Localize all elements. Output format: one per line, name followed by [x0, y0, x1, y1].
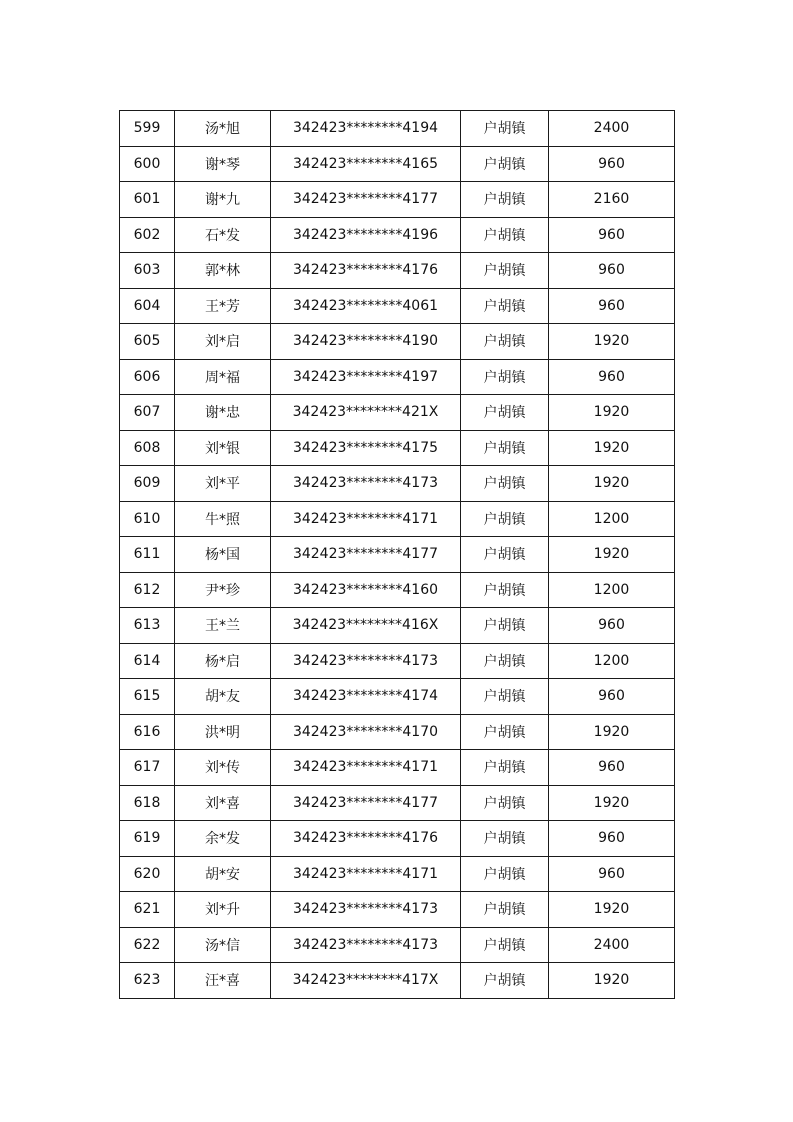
town-cell: 户胡镇	[461, 608, 549, 644]
person-name-cell: 王*芳	[175, 288, 271, 324]
row-number-cell: 606	[120, 359, 175, 395]
person-name-cell: 王*兰	[175, 608, 271, 644]
town-cell: 户胡镇	[461, 714, 549, 750]
person-name-cell: 刘*传	[175, 750, 271, 786]
amount-cell: 1920	[549, 785, 675, 821]
row-number-cell: 604	[120, 288, 175, 324]
person-name-cell: 胡*友	[175, 679, 271, 715]
town-cell: 户胡镇	[461, 182, 549, 218]
town-cell: 户胡镇	[461, 430, 549, 466]
row-number-cell: 615	[120, 679, 175, 715]
table-row	[120, 927, 675, 963]
town-cell: 户胡镇	[461, 111, 549, 147]
table-row	[120, 537, 675, 573]
id-number-cell: 342423********4197	[271, 359, 461, 395]
table-row	[120, 146, 675, 182]
town-cell: 户胡镇	[461, 963, 549, 999]
row-number-cell: 610	[120, 501, 175, 537]
table-row	[120, 324, 675, 360]
id-number-cell: 342423********4174	[271, 679, 461, 715]
id-number-cell: 342423********4160	[271, 572, 461, 608]
town-cell: 户胡镇	[461, 537, 549, 573]
amount-cell: 2400	[549, 111, 675, 147]
amount-cell: 960	[549, 253, 675, 289]
id-number-cell: 342423********4176	[271, 253, 461, 289]
id-number-cell: 342423********4177	[271, 537, 461, 573]
person-name-cell: 郭*林	[175, 253, 271, 289]
table-row	[120, 856, 675, 892]
id-number-cell: 342423********4171	[271, 501, 461, 537]
amount-cell: 960	[549, 217, 675, 253]
town-cell: 户胡镇	[461, 927, 549, 963]
town-cell: 户胡镇	[461, 288, 549, 324]
town-cell: 户胡镇	[461, 679, 549, 715]
table-row	[120, 430, 675, 466]
person-name-cell: 谢*九	[175, 182, 271, 218]
id-number-cell: 342423********4173	[271, 892, 461, 928]
person-name-cell: 余*发	[175, 821, 271, 857]
table-row	[120, 395, 675, 431]
row-number-cell: 609	[120, 466, 175, 502]
amount-cell: 960	[549, 608, 675, 644]
amount-cell: 1920	[549, 714, 675, 750]
amount-cell: 1920	[549, 963, 675, 999]
table-row	[120, 572, 675, 608]
row-number-cell: 614	[120, 643, 175, 679]
table-row	[120, 182, 675, 218]
table-row	[120, 963, 675, 999]
person-name-cell: 石*发	[175, 217, 271, 253]
person-name-cell: 刘*启	[175, 324, 271, 360]
table-row	[120, 785, 675, 821]
id-number-cell: 342423********4171	[271, 856, 461, 892]
table-row	[120, 750, 675, 786]
table-row	[120, 253, 675, 289]
table-row	[120, 466, 675, 502]
id-number-cell: 342423********4171	[271, 750, 461, 786]
amount-cell: 1920	[549, 430, 675, 466]
amount-cell: 1920	[549, 892, 675, 928]
person-name-cell: 周*福	[175, 359, 271, 395]
town-cell: 户胡镇	[461, 253, 549, 289]
person-name-cell: 汪*喜	[175, 963, 271, 999]
person-name-cell: 胡*安	[175, 856, 271, 892]
person-name-cell: 汤*信	[175, 927, 271, 963]
row-number-cell: 603	[120, 253, 175, 289]
table-row	[120, 714, 675, 750]
row-number-cell: 616	[120, 714, 175, 750]
id-number-cell: 342423********421X	[271, 395, 461, 431]
id-number-cell: 342423********4173	[271, 466, 461, 502]
row-number-cell: 605	[120, 324, 175, 360]
id-number-cell: 342423********4177	[271, 182, 461, 218]
person-name-cell: 刘*平	[175, 466, 271, 502]
town-cell: 户胡镇	[461, 821, 549, 857]
amount-cell: 1200	[549, 572, 675, 608]
town-cell: 户胡镇	[461, 466, 549, 502]
table-row	[120, 679, 675, 715]
row-number-cell: 613	[120, 608, 175, 644]
row-number-cell: 621	[120, 892, 175, 928]
id-number-cell: 342423********4190	[271, 324, 461, 360]
amount-cell: 960	[549, 146, 675, 182]
person-name-cell: 尹*珍	[175, 572, 271, 608]
table-row	[120, 608, 675, 644]
person-name-cell: 杨*启	[175, 643, 271, 679]
amount-cell: 2400	[549, 927, 675, 963]
row-number-cell: 608	[120, 430, 175, 466]
table-row	[120, 501, 675, 537]
person-name-cell: 牛*照	[175, 501, 271, 537]
amount-cell: 1920	[549, 324, 675, 360]
id-number-cell: 342423********4061	[271, 288, 461, 324]
row-number-cell: 607	[120, 395, 175, 431]
amount-cell: 960	[549, 750, 675, 786]
amount-cell: 1920	[549, 395, 675, 431]
table-row	[120, 359, 675, 395]
row-number-cell: 602	[120, 217, 175, 253]
row-number-cell: 600	[120, 146, 175, 182]
town-cell: 户胡镇	[461, 395, 549, 431]
id-number-cell: 342423********4175	[271, 430, 461, 466]
amount-cell: 1200	[549, 501, 675, 537]
amount-cell: 2160	[549, 182, 675, 218]
id-number-cell: 342423********4194	[271, 111, 461, 147]
row-number-cell: 611	[120, 537, 175, 573]
table-row	[120, 217, 675, 253]
row-number-cell: 618	[120, 785, 175, 821]
town-cell: 户胡镇	[461, 643, 549, 679]
table-row	[120, 111, 675, 147]
id-number-cell: 342423********416X	[271, 608, 461, 644]
amount-cell: 960	[549, 288, 675, 324]
row-number-cell: 612	[120, 572, 175, 608]
person-name-cell: 谢*琴	[175, 146, 271, 182]
town-cell: 户胡镇	[461, 359, 549, 395]
person-name-cell: 杨*国	[175, 537, 271, 573]
person-name-cell: 谢*忠	[175, 395, 271, 431]
town-cell: 户胡镇	[461, 572, 549, 608]
table-row	[120, 288, 675, 324]
row-number-cell: 619	[120, 821, 175, 857]
town-cell: 户胡镇	[461, 146, 549, 182]
town-cell: 户胡镇	[461, 217, 549, 253]
row-number-cell: 622	[120, 927, 175, 963]
town-cell: 户胡镇	[461, 324, 549, 360]
table-row	[120, 821, 675, 857]
amount-cell: 960	[549, 679, 675, 715]
amount-cell: 960	[549, 821, 675, 857]
town-cell: 户胡镇	[461, 785, 549, 821]
person-name-cell: 洪*明	[175, 714, 271, 750]
amount-cell: 960	[549, 359, 675, 395]
id-number-cell: 342423********4173	[271, 643, 461, 679]
amount-cell: 1920	[549, 537, 675, 573]
id-number-cell: 342423********4165	[271, 146, 461, 182]
town-cell: 户胡镇	[461, 750, 549, 786]
id-number-cell: 342423********4176	[271, 821, 461, 857]
amount-cell: 1200	[549, 643, 675, 679]
person-name-cell: 刘*升	[175, 892, 271, 928]
row-number-cell: 617	[120, 750, 175, 786]
town-cell: 户胡镇	[461, 856, 549, 892]
amount-cell: 1920	[549, 466, 675, 502]
id-number-cell: 342423********4196	[271, 217, 461, 253]
town-cell: 户胡镇	[461, 501, 549, 537]
table-body	[120, 111, 675, 999]
id-number-cell: 342423********4173	[271, 927, 461, 963]
row-number-cell: 601	[120, 182, 175, 218]
amount-cell: 960	[549, 856, 675, 892]
id-number-cell: 342423********4170	[271, 714, 461, 750]
person-name-cell: 刘*银	[175, 430, 271, 466]
subsidy-list-table	[119, 110, 675, 999]
town-cell: 户胡镇	[461, 892, 549, 928]
row-number-cell: 599	[120, 111, 175, 147]
person-name-cell: 刘*喜	[175, 785, 271, 821]
row-number-cell: 620	[120, 856, 175, 892]
table-row	[120, 643, 675, 679]
id-number-cell: 342423********4177	[271, 785, 461, 821]
row-number-cell: 623	[120, 963, 175, 999]
table-row	[120, 892, 675, 928]
person-name-cell: 汤*旭	[175, 111, 271, 147]
id-number-cell: 342423********417X	[271, 963, 461, 999]
